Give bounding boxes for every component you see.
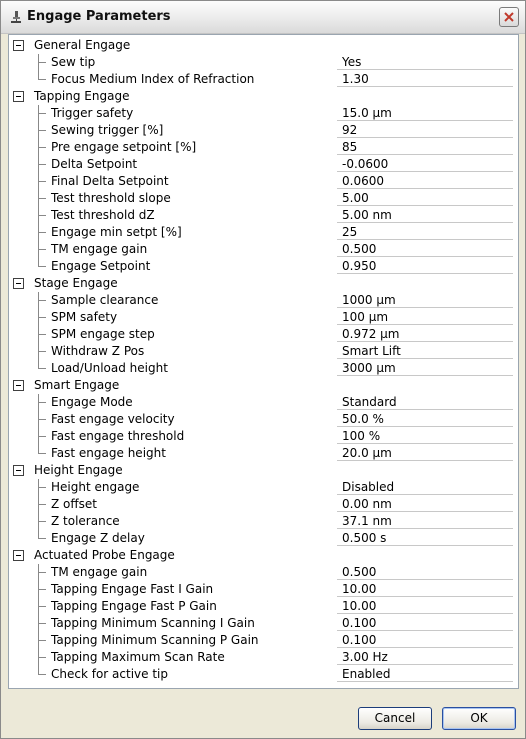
parameter-row[interactable]: [9, 513, 518, 530]
parameter-value[interactable]: Disabled: [342, 480, 395, 494]
collapse-toggle-icon[interactable]: [13, 550, 24, 561]
collapse-toggle-icon[interactable]: [13, 278, 24, 289]
parameter-value[interactable]: 100 µm: [342, 310, 389, 324]
parameter-value[interactable]: 20.0 µm: [342, 446, 392, 460]
parameter-label: Tapping Engage Fast P Gain: [51, 599, 217, 613]
parameter-label: Tapping Minimum Scanning I Gain: [51, 616, 255, 630]
parameter-row[interactable]: [9, 343, 518, 360]
parameter-label: Z tolerance: [51, 514, 120, 528]
parameter-value-field[interactable]: [337, 122, 513, 138]
parameter-label: Height engage: [51, 480, 140, 494]
group-label: Smart Engage: [34, 378, 120, 392]
tree-connector: [38, 266, 46, 267]
parameter-label: SPM engage step: [51, 327, 155, 341]
parameter-row[interactable]: [9, 564, 518, 581]
tree-connector: [38, 334, 46, 335]
parameter-value[interactable]: 10.00: [342, 582, 377, 596]
parameter-value[interactable]: 0.0600: [342, 174, 384, 188]
group-label: Stage Engage: [34, 276, 118, 290]
cancel-button[interactable]: Cancel: [358, 707, 432, 730]
collapse-toggle-icon[interactable]: [13, 380, 24, 391]
parameter-label: Engage Z delay: [51, 531, 145, 545]
tree-connector: [38, 317, 46, 318]
microscope-icon: [9, 10, 23, 24]
tree-connector: [38, 368, 46, 369]
parameter-label: Check for active tip: [51, 667, 168, 681]
tree-connector: [38, 147, 46, 148]
parameter-value[interactable]: 0.950: [342, 259, 377, 273]
parameter-label: Sew tip: [51, 55, 96, 69]
tree-group[interactable]: [9, 547, 518, 564]
collapse-toggle-icon[interactable]: [13, 465, 24, 476]
parameter-label: Z offset: [51, 497, 97, 511]
tree-connector: [38, 487, 46, 488]
parameter-label: Withdraw Z Pos: [51, 344, 145, 358]
tree-group[interactable]: [9, 275, 518, 292]
tree-connector: [38, 521, 46, 522]
tree-connector: [38, 79, 46, 80]
parameter-row[interactable]: [9, 411, 518, 428]
tree-connector: [38, 215, 46, 216]
parameter-value[interactable]: 100 %: [342, 429, 381, 443]
tree-connector: [38, 402, 46, 403]
parameter-label: Sample clearance: [51, 293, 159, 307]
parameter-value[interactable]: 37.1 nm: [342, 514, 392, 528]
parameter-row[interactable]: [9, 479, 518, 496]
collapse-toggle-icon[interactable]: [13, 91, 24, 102]
parameter-label: TM engage gain: [51, 565, 148, 579]
tree-connector: [38, 453, 46, 454]
parameter-value[interactable]: 0.500: [342, 242, 377, 256]
parameter-label: Fast engage height: [51, 446, 166, 460]
parameter-value[interactable]: 0.100: [342, 616, 377, 630]
parameter-value[interactable]: 0.00 nm: [342, 497, 392, 511]
parameter-label: Final Delta Setpoint: [51, 174, 169, 188]
tree-group[interactable]: [9, 377, 518, 394]
parameter-value[interactable]: 92: [342, 123, 358, 137]
tree-connector: [38, 232, 46, 233]
parameter-row[interactable]: [9, 581, 518, 598]
tree-connector: [38, 572, 46, 573]
tree-connector: [38, 623, 46, 624]
tree-connector: [38, 351, 46, 352]
parameter-value[interactable]: 1.30: [342, 72, 369, 86]
parameter-value[interactable]: Smart Lift: [342, 344, 401, 358]
parameter-row[interactable]: [9, 598, 518, 615]
tree-connector: [38, 113, 46, 114]
parameter-label: TM engage gain: [51, 242, 148, 256]
parameter-value[interactable]: 25: [342, 225, 358, 239]
tree-connector: [38, 640, 46, 641]
collapse-toggle-icon[interactable]: [13, 40, 24, 51]
parameter-value[interactable]: Standard: [342, 395, 397, 409]
parameter-row[interactable]: [9, 71, 518, 88]
parameter-value[interactable]: 85: [342, 140, 358, 154]
parameter-label: Tapping Minimum Scanning P Gain: [51, 633, 259, 647]
title-bar[interactable]: [1, 1, 525, 34]
parameter-row[interactable]: [9, 428, 518, 445]
tree-connector: [38, 62, 46, 63]
parameter-row[interactable]: [9, 394, 518, 411]
parameter-value[interactable]: Enabled: [342, 667, 391, 681]
tree-connector: [38, 164, 46, 165]
parameter-row[interactable]: [9, 666, 518, 683]
parameter-row[interactable]: [9, 105, 518, 122]
parameter-row[interactable]: [9, 632, 518, 649]
tree-connector: [38, 674, 46, 675]
parameter-label: Sewing trigger [%]: [51, 123, 164, 137]
parameter-value[interactable]: 1000 µm: [342, 293, 396, 307]
parameter-row[interactable]: [9, 445, 518, 462]
parameter-row[interactable]: [9, 258, 518, 275]
ok-button[interactable]: OK: [442, 707, 516, 730]
group-label: Tapping Engage: [34, 89, 130, 103]
parameter-row[interactable]: [9, 292, 518, 309]
tree-connector: [38, 249, 46, 250]
parameter-row[interactable]: [9, 224, 518, 241]
parameter-value[interactable]: 5.00 nm: [342, 208, 392, 222]
close-button[interactable]: [499, 7, 519, 27]
parameter-tree[interactable]: [8, 34, 519, 689]
parameter-label: Load/Unload height: [51, 361, 168, 375]
parameter-label: Fast engage velocity: [51, 412, 175, 426]
tree-connector: [38, 504, 46, 505]
parameter-row[interactable]: [9, 530, 518, 547]
parameter-label: Focus Medium Index of Refraction: [51, 72, 255, 86]
parameter-value[interactable]: -0.0600: [342, 157, 389, 171]
parameter-label: Tapping Maximum Scan Rate: [51, 650, 225, 664]
parameter-value[interactable]: 0.972 µm: [342, 327, 400, 341]
parameter-value[interactable]: 3000 µm: [342, 361, 396, 375]
group-label: Actuated Probe Engage: [34, 548, 175, 562]
parameter-value[interactable]: 0.500: [342, 565, 377, 579]
parameter-label: Pre engage setpoint [%]: [51, 140, 197, 154]
parameter-value[interactable]: 3.00 Hz: [342, 650, 388, 664]
parameter-value[interactable]: 5.00: [342, 191, 369, 205]
parameter-row[interactable]: [9, 190, 518, 207]
parameter-label: Trigger safety: [51, 106, 134, 120]
parameter-label: Tapping Engage Fast I Gain: [51, 582, 214, 596]
tree-group[interactable]: [9, 462, 518, 479]
parameter-value[interactable]: 15.0 µm: [342, 106, 392, 120]
tree-connector: [38, 181, 46, 182]
parameter-row[interactable]: [9, 496, 518, 513]
tree-connector: [38, 436, 46, 437]
parameter-value[interactable]: 0.500 s: [342, 531, 387, 545]
parameter-row[interactable]: [9, 309, 518, 326]
parameter-row[interactable]: [9, 360, 518, 377]
parameter-label: SPM safety: [51, 310, 118, 324]
parameter-label: Engage min setpt [%]: [51, 225, 182, 239]
tree-connector: [38, 657, 46, 658]
parameter-value-field[interactable]: [337, 139, 513, 155]
tree-group[interactable]: [9, 37, 518, 54]
parameter-row[interactable]: [9, 241, 518, 258]
parameter-value[interactable]: Yes: [342, 55, 362, 69]
tree-connector: [38, 538, 46, 539]
parameter-row[interactable]: [9, 326, 518, 343]
parameter-row[interactable]: [9, 615, 518, 632]
parameter-label: Engage Mode: [51, 395, 133, 409]
parameter-value[interactable]: 0.100: [342, 633, 377, 647]
parameter-row[interactable]: [9, 122, 518, 139]
window-title: Engage Parameters: [27, 9, 171, 24]
parameter-value[interactable]: 50.0 %: [342, 412, 384, 426]
parameter-label: Fast engage threshold: [51, 429, 185, 443]
tree-connector: [38, 130, 46, 131]
parameter-row[interactable]: [9, 54, 518, 71]
tree-connector: [38, 606, 46, 607]
tree-connector: [38, 589, 46, 590]
parameter-label: Engage Setpoint: [51, 259, 151, 273]
parameter-label: Delta Setpoint: [51, 157, 138, 171]
parameter-label: Test threshold dZ: [51, 208, 155, 222]
parameter-label: Test threshold slope: [51, 191, 171, 205]
tree-connector: [38, 198, 46, 199]
parameter-value[interactable]: 10.00: [342, 599, 377, 613]
parameter-row[interactable]: [9, 156, 518, 173]
group-label: Height Engage: [34, 463, 123, 477]
parameter-value-field[interactable]: [337, 54, 513, 70]
tree-group[interactable]: [9, 88, 518, 105]
parameter-value-field[interactable]: [337, 224, 513, 240]
parameter-row[interactable]: [9, 139, 518, 156]
parameter-row[interactable]: [9, 173, 518, 190]
tree-connector: [38, 300, 46, 301]
parameter-row[interactable]: [9, 207, 518, 224]
group-label: General Engage: [34, 38, 131, 52]
parameter-row[interactable]: [9, 649, 518, 666]
close-icon: [503, 11, 515, 23]
tree-connector: [38, 419, 46, 420]
